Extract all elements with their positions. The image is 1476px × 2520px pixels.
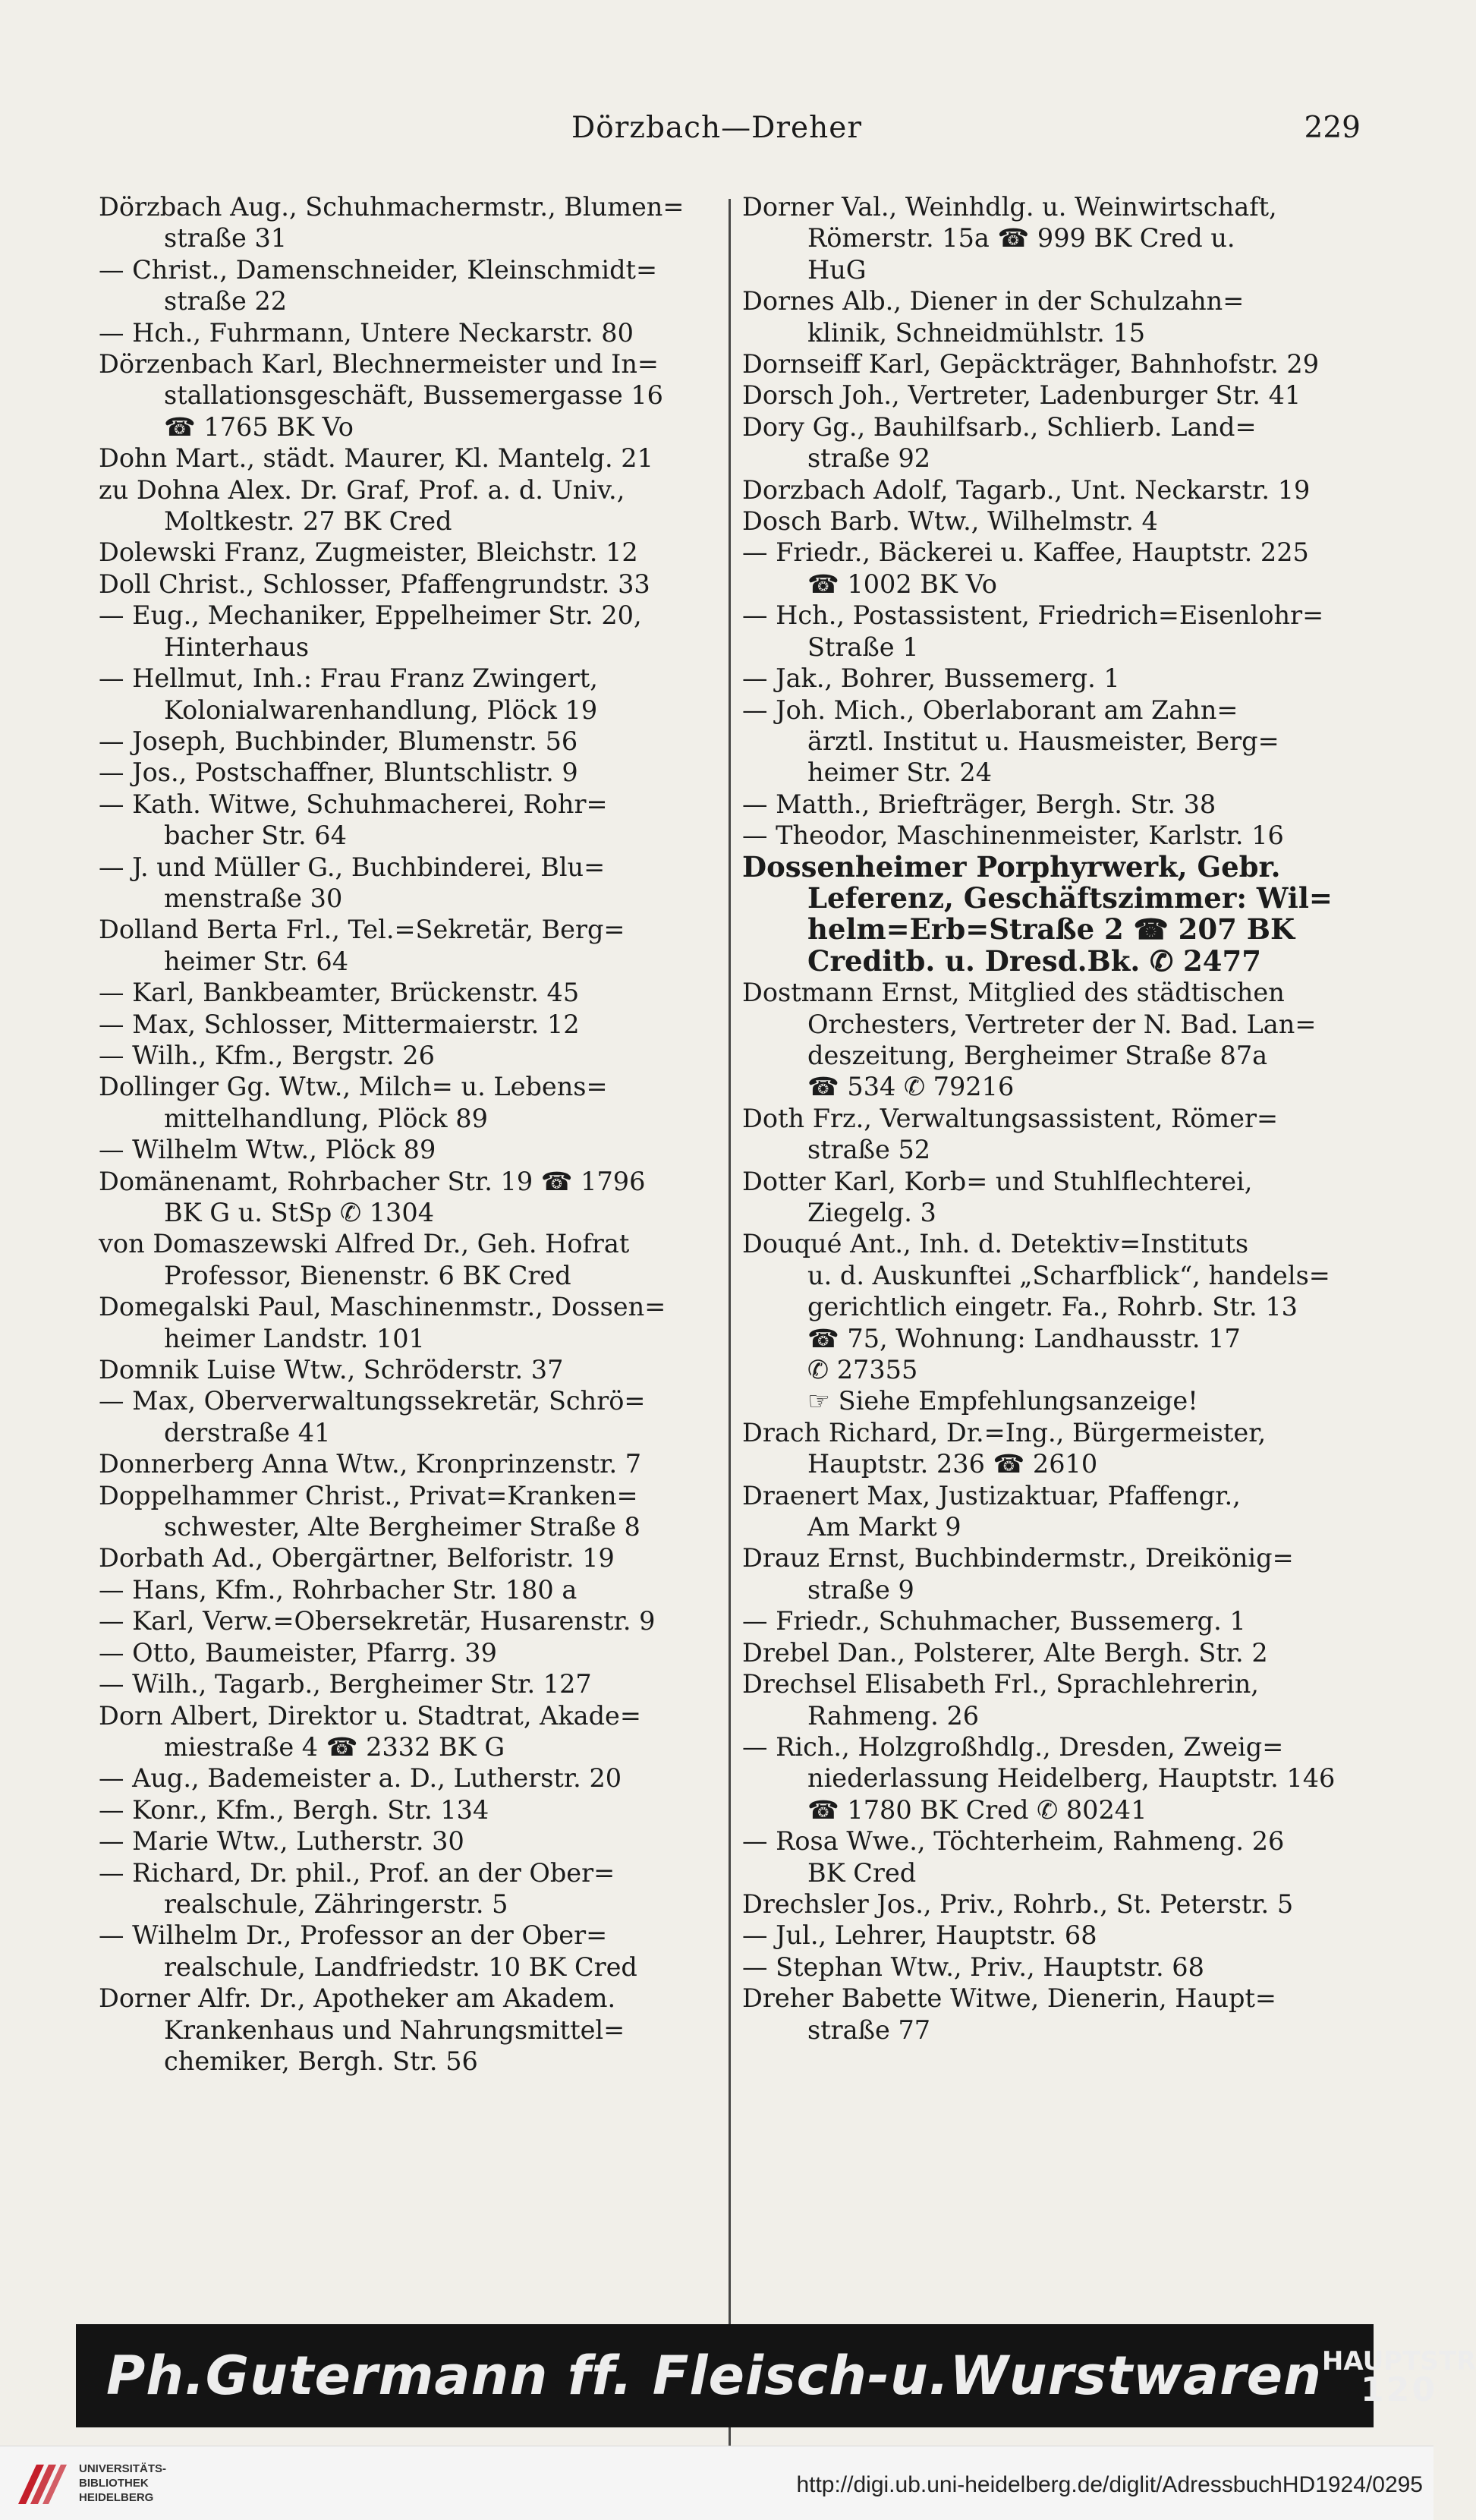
library-name-line: UNIVERSITÄTS- (79, 2462, 167, 2475)
entry-line: Doppelhammer Christ., Privat=Kranken= (99, 1480, 638, 1510)
library-name (79, 2462, 166, 2505)
directory-entry (742, 1542, 1364, 1605)
entry-line: — Joseph, Buchbinder, Blumenstr. 56 (99, 726, 578, 756)
directory-entry (99, 1009, 736, 1040)
entry-line: Domänenamt, Rohrbacher Str. 19 ☎ 1796 (99, 1166, 646, 1196)
directory-entry (99, 757, 736, 788)
directory-entry (99, 1605, 736, 1636)
directory-entry (99, 1637, 736, 1668)
entry-line: Dollinger Gg. Wtw., Milch= u. Lebens= (99, 1072, 608, 1102)
entry-line: realschule, Zähringerstr. 5 (164, 1888, 508, 1919)
entry-line: straße 22 (164, 286, 288, 317)
entry-line: — Aug., Bademeister a. D., Lutherstr. 20 (99, 1763, 622, 1794)
entry-line: Leferenz, Geschäftszimmer: Wil= (807, 880, 1333, 915)
entry-line: Dorzbach Adolf, Tagarb., Unt. Neckarstr. 19 (742, 474, 1311, 505)
directory-entry (742, 506, 1364, 537)
directory-entry (99, 1354, 736, 1385)
entry-line: ☎ 1765 BK Vo (164, 411, 354, 442)
directory-entry (99, 977, 736, 1008)
entry-line: Dornes Alb., Diener in der Schulzahn= (742, 286, 1245, 317)
entry-line: — Hch., Postassistent, Friedrich=Eisenlohr= (742, 600, 1324, 631)
entry-line: gerichtlich eingetr. Fa., Rohrb. Str. 13 (807, 1292, 1298, 1322)
directory-entry (742, 1668, 1364, 1731)
directory-entry (99, 1762, 736, 1794)
directory-entry (99, 474, 736, 537)
entry-line: mittelhandlung, Plöck 89 (164, 1103, 488, 1133)
directory-entry (742, 1637, 1364, 1668)
entry-line: straße 77 (807, 2014, 931, 2045)
entry-line: klinik, Schneidmühlstr. 15 (807, 317, 1146, 348)
entry-line: Doll Christ., Schlosser, Pfaffengrundstr. 33 (99, 569, 650, 599)
directory-entry (742, 977, 1364, 1103)
entry-line: Dory Gg., Bauhilfsarb., Schlierb. Land= (742, 411, 1257, 442)
entry-line: ☎ 1002 BK Vo (807, 569, 997, 599)
entry-line: — Wilhelm Wtw., Plöck 89 (99, 1135, 436, 1165)
directory-entry (99, 1542, 736, 1573)
directory-entry (742, 380, 1364, 411)
entry-line: derstraße 41 (164, 1417, 331, 1447)
entry-line: — Matth., Briefträger, Bergh. Str. 38 (742, 789, 1216, 819)
banner-address (1321, 2346, 1476, 2409)
entry-line: Am Markt 9 (807, 1512, 961, 1542)
entry-line: BK G u. StSp ✆ 1304 (164, 1198, 435, 1227)
directory-entry (99, 1574, 736, 1605)
library-name-line: HEIDELBERG (79, 2491, 154, 2504)
directory-entry (99, 317, 736, 348)
directory-entry (742, 1951, 1364, 1983)
directory-entry (742, 1228, 1364, 1416)
entry-line: — Friedr., Schuhmacher, Bussemerg. 1 (742, 1606, 1246, 1636)
entry-line: Domnik Luise Wtw., Schröderstr. 37 (99, 1355, 564, 1385)
entry-line: ✆ 27355 (807, 1355, 918, 1385)
directory-entry (742, 474, 1364, 506)
entry-line: heimer Landstr. 101 (164, 1323, 425, 1353)
entry-line: — Christ., Damenschneider, Kleinschmidt= (99, 254, 658, 285)
column-divider (729, 199, 731, 2467)
entry-line: BK Cred (807, 1857, 917, 1888)
entry-line: ☎ 75, Wohnung: Landhausstr. 17 (807, 1323, 1241, 1353)
directory-entry (742, 285, 1364, 348)
university-library-logo-icon (14, 2460, 68, 2509)
entry-line: — Konr., Kfm., Bergh. Str. 134 (99, 1794, 489, 1825)
entry-line: — Eug., Mechaniker, Eppelheimer Str. 20, (99, 600, 642, 631)
entry-line: chemiker, Bergh. Str. 56 (164, 2046, 478, 2076)
entry-line: bacher Str. 64 (164, 821, 347, 851)
entry-line: Douqué Ant., Inh. d. Detektiv=Instituts (742, 1229, 1249, 1259)
entry-line: Dotter Karl, Korb= und Stuhlflechterei, (742, 1166, 1253, 1196)
entry-line: straße 52 (807, 1135, 931, 1165)
directory-entry (99, 1700, 736, 1763)
entry-line: deszeitung, Bergheimer Straße 87a (807, 1040, 1268, 1070)
entry-line: Dörzenbach Karl, Blechnermeister und In= (99, 349, 659, 380)
directory-entry (99, 1040, 736, 1071)
directory-entry (742, 789, 1364, 820)
entry-line: — Rosa Wwe., Töchterheim, Rahmeng. 26 (742, 1826, 1285, 1857)
entry-line: Orchesters, Vertreter der N. Bad. Lan= (807, 1009, 1317, 1039)
entry-line: — Wilhelm Dr., Professor an der Ober= (99, 1920, 608, 1951)
entry-line: Hinterhaus (164, 632, 310, 662)
entry-line: — Jul., Lehrer, Hauptstr. 68 (742, 1920, 1097, 1951)
directory-entry (99, 1448, 736, 1479)
directory-entry (99, 1134, 736, 1165)
page-title: Dörzbach—Dreher (571, 111, 862, 145)
entry-line: straße 9 (807, 1574, 914, 1605)
entry-line: Dohn Mart., städt. Maurer, Kl. Mantelg. 21 (99, 443, 653, 474)
directory-entry (99, 852, 736, 915)
entry-line: — Theodor, Maschinenmeister, Karlstr. 16 (742, 821, 1284, 851)
entry-line: straße 92 (807, 443, 931, 474)
directory-entry (99, 1480, 736, 1543)
directory-entry (742, 1166, 1364, 1229)
entry-line: HuG (807, 254, 867, 285)
entry-line: von Domaszewski Alfred Dr., Geh. Hofrat (99, 1229, 630, 1259)
entry-line: niederlassung Heidelberg, Hauptstr. 146 (807, 1763, 1336, 1794)
entry-line: Römerstr. 15a ☎ 999 BK Cred u. (807, 223, 1235, 254)
entry-line: Hauptstr. 236 ☎ 2610 (807, 1449, 1098, 1479)
library-name-line: BIBLIOTHEK (79, 2477, 149, 2490)
directory-entry (742, 1983, 1364, 2046)
directory-entry (742, 1605, 1364, 1636)
directory-entry (742, 695, 1364, 789)
entry-line: — Otto, Baumeister, Pfarrg. 39 (99, 1637, 497, 1668)
directory-entry (99, 348, 736, 443)
entry-line: Drach Richard, Dr.=Ing., Bürgermeister, (742, 1417, 1267, 1447)
entry-line: — Max, Oberverwaltungssekretär, Schrö= (99, 1386, 646, 1416)
entry-line: Krankenhaus und Nahrungsmittel= (164, 2014, 625, 2045)
directory-entry (99, 1668, 736, 1699)
entry-line: ☎ 534 ✆ 79216 (807, 1072, 1015, 1102)
entry-line: — Joh. Mich., Oberlaborant am Zahn= (742, 695, 1238, 725)
entry-line: Kolonialwarenhandlung, Plöck 19 (164, 695, 598, 725)
directory-entry (99, 914, 736, 977)
entry-line: Draenert Max, Justizaktuar, Pfaffengr., (742, 1480, 1241, 1510)
directory-entry (742, 537, 1364, 600)
entry-line: Dolland Berta Frl., Tel.=Sekretär, Berg= (99, 915, 625, 945)
entry-line: menstraße 30 (164, 883, 343, 913)
directory-advertisement-entry (742, 849, 1364, 978)
directory-entry (99, 1794, 736, 1825)
entry-line: Donnerberg Anna Wtw., Kronprinzenstr. 7 (99, 1449, 642, 1479)
entry-line: Dreher Babette Witwe, Dienerin, Haupt= (742, 1983, 1276, 2014)
entry-line: helm=Erb=Straße 2 ☎ 207 BK (807, 912, 1295, 947)
entry-line: ☞ Siehe Empfehlungsanzeige! (807, 1386, 1198, 1416)
directory-entry (742, 1103, 1364, 1166)
advertisement-banner (76, 2324, 1476, 2427)
entry-line: Dörzbach Aug., Schuhmachermstr., Blumen= (99, 192, 684, 222)
banner-text: Ph.Gutermann ff. Fleisch-u.Wurstwaren (106, 2345, 1322, 2407)
entry-line: — Hellmut, Inh.: Frau Franz Zwingert, (99, 663, 598, 694)
entry-line: — Stephan Wtw., Priv., Hauptstr. 68 (742, 1951, 1204, 1982)
directory-entry (99, 1385, 736, 1448)
entry-line: Drauz Ernst, Buchbindermstr., Dreikönig= (742, 1543, 1294, 1573)
entry-line: Dorsch Joh., Vertreter, Ladenburger Str. 41 (742, 380, 1301, 411)
directory-entry (99, 537, 736, 568)
directory-entry (742, 600, 1364, 663)
entry-line: Dolewski Franz, Zugmeister, Bleichstr. 12 (99, 537, 638, 568)
entry-line: Dostmann Ernst, Mitglied des städtischen (742, 978, 1285, 1008)
directory-entry (99, 1291, 736, 1354)
entry-line: schwester, Alte Bergheimer Straße 8 (164, 1512, 640, 1542)
directory-entry (99, 191, 736, 254)
entry-line: straße 31 (164, 223, 288, 254)
directory-entry (99, 1071, 736, 1134)
entry-line: Rahmeng. 26 (807, 1700, 980, 1731)
entry-line: Dossenheimer Porphyrwerk, Gebr. (742, 849, 1281, 884)
directory-entry (742, 1888, 1364, 1920)
entry-line: Ziegelg. 3 (807, 1198, 936, 1227)
directory-entry (742, 348, 1364, 380)
entry-line: — Jos., Postschaffner, Bluntschlistr. 9 (99, 758, 578, 788)
directory-entry (742, 1417, 1364, 1480)
directory-entry (742, 820, 1364, 851)
entry-line: — Kath. Witwe, Schuhmacherei, Rohr= (99, 789, 608, 819)
entry-line: Dorner Alfr. Dr., Apotheker am Akadem. (99, 1983, 616, 2014)
directory-entry (99, 663, 736, 726)
entry-line: Drechsel Elisabeth Frl., Sprachlehrerin, (742, 1669, 1259, 1699)
directory-entry (99, 1983, 736, 2077)
entry-line: Drebel Dan., Polsterer, Alte Bergh. Str. 2 (742, 1637, 1268, 1668)
entry-line: ☎ 1780 BK Cred ✆ 80241 (807, 1794, 1147, 1825)
entry-line: heimer Str. 24 (807, 758, 993, 788)
entry-line: Dorner Val., Weinhdlg. u. Weinwirtschaft, (742, 192, 1277, 222)
entry-line: — Wilh., Tagarb., Bergheimer Str. 127 (99, 1669, 592, 1699)
directory-entry (99, 254, 736, 317)
entry-line: Moltkestr. 27 BK Cred (164, 506, 452, 537)
entry-line: Doth Frz., Verwaltungsassistent, Römer= (742, 1103, 1279, 1133)
entry-line: Domegalski Paul, Maschinenmstr., Dossen= (99, 1292, 666, 1322)
directory-entry (742, 1480, 1364, 1543)
entry-line: — Friedr., Bäckerei u. Kaffee, Hauptstr. 225 (742, 537, 1309, 568)
directory-entry (742, 1920, 1364, 1951)
banner-number: 120 (1361, 2370, 1437, 2409)
entry-line: zu Dohna Alex. Dr. Graf, Prof. a. d. Univ., (99, 474, 625, 505)
directory-entry (742, 191, 1364, 285)
entry-line: — Richard, Dr. phil., Prof. an der Ober= (99, 1857, 615, 1888)
entry-line: miestraße 4 ☎ 2332 BK G (164, 1731, 505, 1762)
entry-line: Creditb. u. Dresd.Bk. ✆ 2477 (807, 943, 1262, 978)
left-column (99, 191, 736, 2077)
footer-bar (0, 2446, 1434, 2520)
entry-line: u. d. Auskunftei „Scharfblick“, handels= (807, 1260, 1330, 1290)
banner-street: HAUPTSTR (1321, 2346, 1476, 2377)
entry-line: — Jak., Bohrer, Bussemerg. 1 (742, 663, 1120, 694)
directory-entry (99, 1825, 736, 1857)
entry-line: — Karl, Verw.=Obersekretär, Husarenstr. 9 (99, 1606, 656, 1636)
entry-line: — Wilh., Kfm., Bergstr. 26 (99, 1040, 435, 1070)
entry-line: Dosch Barb. Wtw., Wilhelmstr. 4 (742, 506, 1158, 537)
directory-entry (99, 789, 736, 852)
entry-line: Dornseiff Karl, Gepäckträger, Bahnhofstr. 29 (742, 349, 1320, 380)
entry-line: — J. und Müller G., Buchbinderei, Blu= (99, 852, 606, 882)
entry-line: Professor, Bienenstr. 6 BK Cred (164, 1260, 571, 1290)
directory-entry (742, 663, 1364, 694)
entry-line: stallationsgeschäft, Bussemergasse 16 (164, 380, 663, 411)
entry-line: Straße 1 (807, 632, 919, 662)
entry-line: — Karl, Bankbeamter, Brückenstr. 45 (99, 978, 580, 1008)
entry-line: — Hch., Fuhrmann, Untere Neckarstr. 80 (99, 317, 634, 348)
entry-line: ärztl. Institut u. Hausmeister, Berg= (807, 726, 1279, 756)
directory-entry (99, 1857, 736, 1920)
entry-line: Drechsler Jos., Priv., Rohrb., St. Peterstr. 5 (742, 1888, 1294, 1919)
directory-entry (742, 1825, 1364, 1888)
directory-entry (99, 1166, 736, 1229)
page-number: 229 (1304, 111, 1361, 145)
directory-entry (742, 411, 1364, 474)
directory-entry (99, 569, 736, 600)
entry-line: Dorn Albert, Direktor u. Stadtrat, Akade= (99, 1700, 641, 1731)
entry-line: Dorbath Ad., Obergärtner, Belforistr. 19 (99, 1543, 615, 1573)
entry-line: — Max, Schlosser, Mittermaierstr. 12 (99, 1009, 580, 1039)
directory-entry (99, 726, 736, 757)
entry-line: — Rich., Holzgroßhdlg., Dresden, Zweig= (742, 1731, 1284, 1762)
directory-entry (99, 1228, 736, 1291)
entry-line: realschule, Landfriedstr. 10 BK Cred (164, 1951, 637, 1982)
directory-entry (742, 1731, 1364, 1825)
entry-line: — Hans, Kfm., Rohrbacher Str. 180 a (99, 1574, 577, 1605)
directory-entry (99, 443, 736, 474)
directory-entry (99, 600, 736, 663)
directory-entry (99, 1920, 736, 1983)
entry-line: — Marie Wtw., Lutherstr. 30 (99, 1826, 464, 1857)
entry-line: heimer Str. 64 (164, 946, 349, 976)
right-column (742, 191, 1364, 2046)
source-url-link[interactable]: http://digi.ub.uni-heidelberg.de/diglit/AdressbuchHD1924/0295 (796, 2472, 1423, 2497)
